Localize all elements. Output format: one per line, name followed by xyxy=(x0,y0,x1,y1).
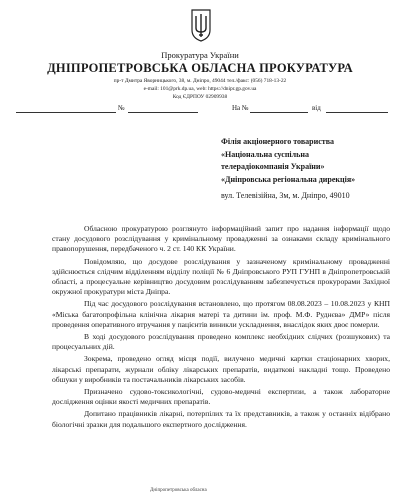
reply-date-label: від xyxy=(312,104,321,112)
org-title: ДНІПРОПЕТРОВСЬКА ОБЛАСНА ПРОКУРАТУРА xyxy=(47,61,353,75)
trident-emblem-icon xyxy=(190,8,212,42)
addressee-line: «Національна суспільна xyxy=(221,149,309,159)
number-field-line xyxy=(128,104,198,113)
paragraph: Обласною прокуратурою розглянуто інформаційний запит про надання інформації щодо стану досудового розслідування у кримінальному провадженні за ознаками складу кримінального правопорушення, передбаченого ч. 2 ст. 140 КК України. xyxy=(52,224,390,254)
addressee-line: телерадіокомпанія України» xyxy=(221,162,325,171)
paragraph: В ході досудового розслідування проведено комплекс необхідних слідчих (розшукових) та процесуальних дій. xyxy=(52,332,390,352)
addressee-line: Філія акціонерного товариства xyxy=(221,137,335,146)
addressee-line: «Дніпровська регіональна дирекція» xyxy=(221,174,356,184)
reply-number-field-line xyxy=(250,104,308,113)
letter-body xyxy=(52,224,390,432)
contact-line: e-mail: 101@prk.dp.ua, web: https://dnipr.gp.gov.ua xyxy=(143,86,257,92)
footer-stamp: Дніпропетровська обласна xyxy=(150,488,207,493)
paragraph: Повідомляю, що досудове розслідування у зазначеному кримінальному провадженні здійснюється слідчим відділенням відділу поліції № 6 Дніпровського РУП ГУНП в Дніпропетровській області, а процесуальне керівництво досудовим розслідуванням забезпечується прокурорами Західної окружної прокуратури міста Дніпра. xyxy=(52,256,390,297)
reply-number-label: На № xyxy=(232,104,249,112)
org-name: Прокуратура України xyxy=(161,50,239,60)
addressee-street: вул. Телевізійна, 3м, м. Дніпро, 49010 xyxy=(221,191,350,200)
address-line: пр-т Дмитра Яворницького, 38, м. Дніпро, 49044 тел./факс: (056) 718-13-22 xyxy=(113,78,287,84)
paragraph: Допитано працівників лікарні, потерпілих та їх представників, а також у останніх відібрано біологічні зразки для подальшого експертного дослідження. xyxy=(52,409,390,429)
addressee-block xyxy=(221,136,355,186)
date-field-line xyxy=(16,104,116,113)
paragraph: Зокрема, проведено огляд місця події, вилучено медичні картки стаціонарних хворих, лікарські препарати, журнали обліку лікарських препаратів, видаткові накладні тощо. Проведено обшуки у виробників та постачальників лікарських засобів. xyxy=(52,354,390,384)
paragraph: Під час досудового розслідування встановлено, що протягом 08.08.2023 – 10.08.2023 у КНП «Міська багатопрофільна клінічна лікарня матері та дитини ім. проф. М.Ф. Руднєва» ДМР» після проведення оперативного втручання у пацієнтів виникли ускладнення, внаслідок яких двоє померли. xyxy=(52,299,390,329)
edrpou-code: Код ЄДРПОУ 02909938 xyxy=(172,94,228,100)
number-label: № xyxy=(118,104,125,112)
reply-date-field-line xyxy=(326,104,388,113)
paragraph: Призначено судово-токсикологічні, судово-медичні експертизи, а також лабораторне дослідження оцінки якості медичних препаратів. xyxy=(52,387,390,407)
